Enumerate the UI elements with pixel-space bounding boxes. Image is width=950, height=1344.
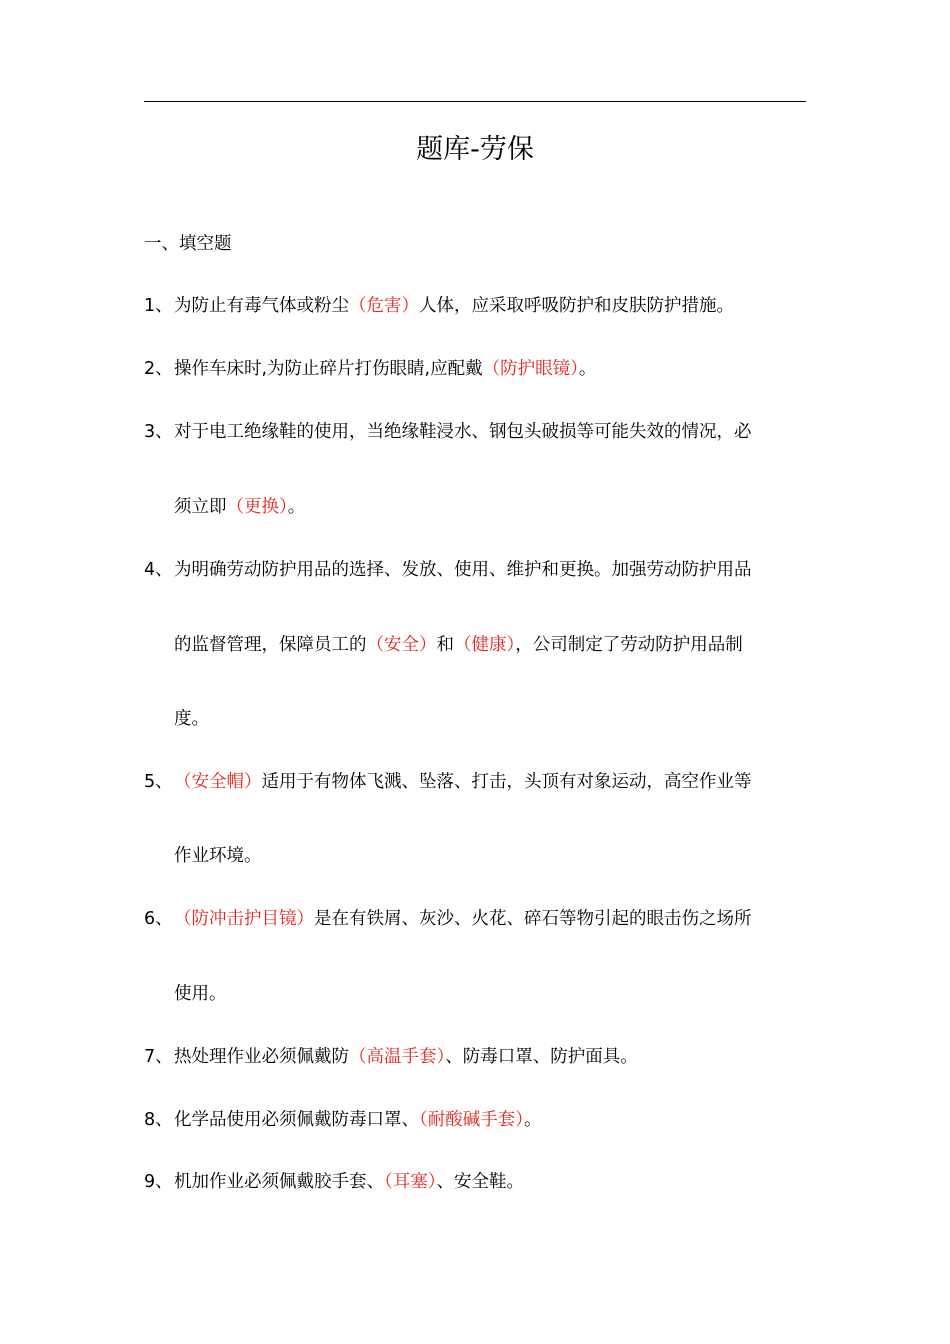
question-number: 5、 xyxy=(144,772,173,792)
answer-blank: （危害） xyxy=(349,296,419,316)
question-number: 3、 xyxy=(144,422,173,442)
question-3 xyxy=(144,419,814,445)
question-text: 为明确劳动防护用品的选择、发放、使用、维护和更换。加强劳动防护用品 xyxy=(174,560,752,580)
answer-blank: （安全） xyxy=(366,635,437,655)
question-number: 4、 xyxy=(144,560,173,580)
question-text: 和 xyxy=(436,635,454,655)
question-text: 、防毒口罩、防护面具。 xyxy=(445,1047,638,1067)
question-6 xyxy=(144,906,814,932)
question-3-continuation xyxy=(174,494,305,520)
page-title: 题库-劳保 xyxy=(416,134,534,165)
question-text: 人体，应采取呼吸防护和皮肤防护措施。 xyxy=(419,296,734,316)
question-number: 2、 xyxy=(144,359,173,379)
question-text: 度。 xyxy=(174,709,209,729)
question-5-continuation xyxy=(174,843,262,869)
question-number: 6、 xyxy=(144,909,173,929)
question-2 xyxy=(144,356,814,382)
answer-blank: （防冲击护目镜） xyxy=(174,909,314,929)
question-number: 8、 xyxy=(144,1110,173,1130)
question-8 xyxy=(144,1107,814,1133)
question-text: 机加作业必须佩戴胶手套、 xyxy=(174,1172,384,1192)
question-4-continuation xyxy=(174,632,743,658)
answer-blank: （健康） xyxy=(454,635,516,655)
question-7 xyxy=(144,1044,814,1070)
question-text: 适用于有物体飞溅、坠落、打击，头顶有对象运动，高空作业等 xyxy=(261,772,752,792)
question-5 xyxy=(144,769,814,795)
question-text: 。 xyxy=(287,497,306,517)
question-number: 1、 xyxy=(144,296,173,316)
question-text: 对于电工绝缘鞋的使用，当绝缘鞋浸水、钢包头破损等可能失效的情况，必 xyxy=(174,422,752,442)
question-text: 。 xyxy=(578,359,597,379)
answer-blank: （更换） xyxy=(226,497,288,517)
question-text: 为防止有毒气体或粉尘 xyxy=(174,296,349,316)
answer-blank: （安全帽） xyxy=(174,772,262,792)
question-text: ，公司制定了劳动防护用品制 xyxy=(515,635,743,655)
question-text: 是在有铁屑、灰沙、火花、碎石等物引起的眼击伤之场所 xyxy=(314,909,752,929)
question-1 xyxy=(144,293,814,319)
question-4 xyxy=(144,557,814,583)
question-9 xyxy=(144,1169,814,1195)
answer-blank: （耳塞） xyxy=(384,1172,437,1192)
question-number: 9、 xyxy=(144,1172,173,1192)
question-text: 的监督管理，保障员工的 xyxy=(174,635,367,655)
answer-blank: （防护眼镜） xyxy=(482,359,579,379)
question-number: 7、 xyxy=(144,1047,173,1067)
question-text: 化学品使用必须佩戴防毒口罩、 xyxy=(174,1110,419,1130)
question-text: 。 xyxy=(524,1110,542,1130)
answer-blank: （耐酸碱手套） xyxy=(419,1110,524,1130)
section-heading: 一、填空题 xyxy=(144,234,232,254)
question-text: 作业环境。 xyxy=(174,846,262,866)
question-text: 使用。 xyxy=(174,984,227,1004)
question-text: 操作车床时,为防止碎片打伤眼睛,应配戴 xyxy=(174,359,483,379)
question-text: 热处理作业必须佩戴防 xyxy=(174,1047,349,1067)
answer-blank: （高温手套） xyxy=(349,1047,446,1067)
question-4-continuation xyxy=(174,706,209,732)
header-rule xyxy=(144,101,806,102)
question-6-continuation xyxy=(174,981,227,1007)
question-text: 须立即 xyxy=(174,497,227,517)
question-text: 、安全鞋。 xyxy=(436,1172,524,1192)
